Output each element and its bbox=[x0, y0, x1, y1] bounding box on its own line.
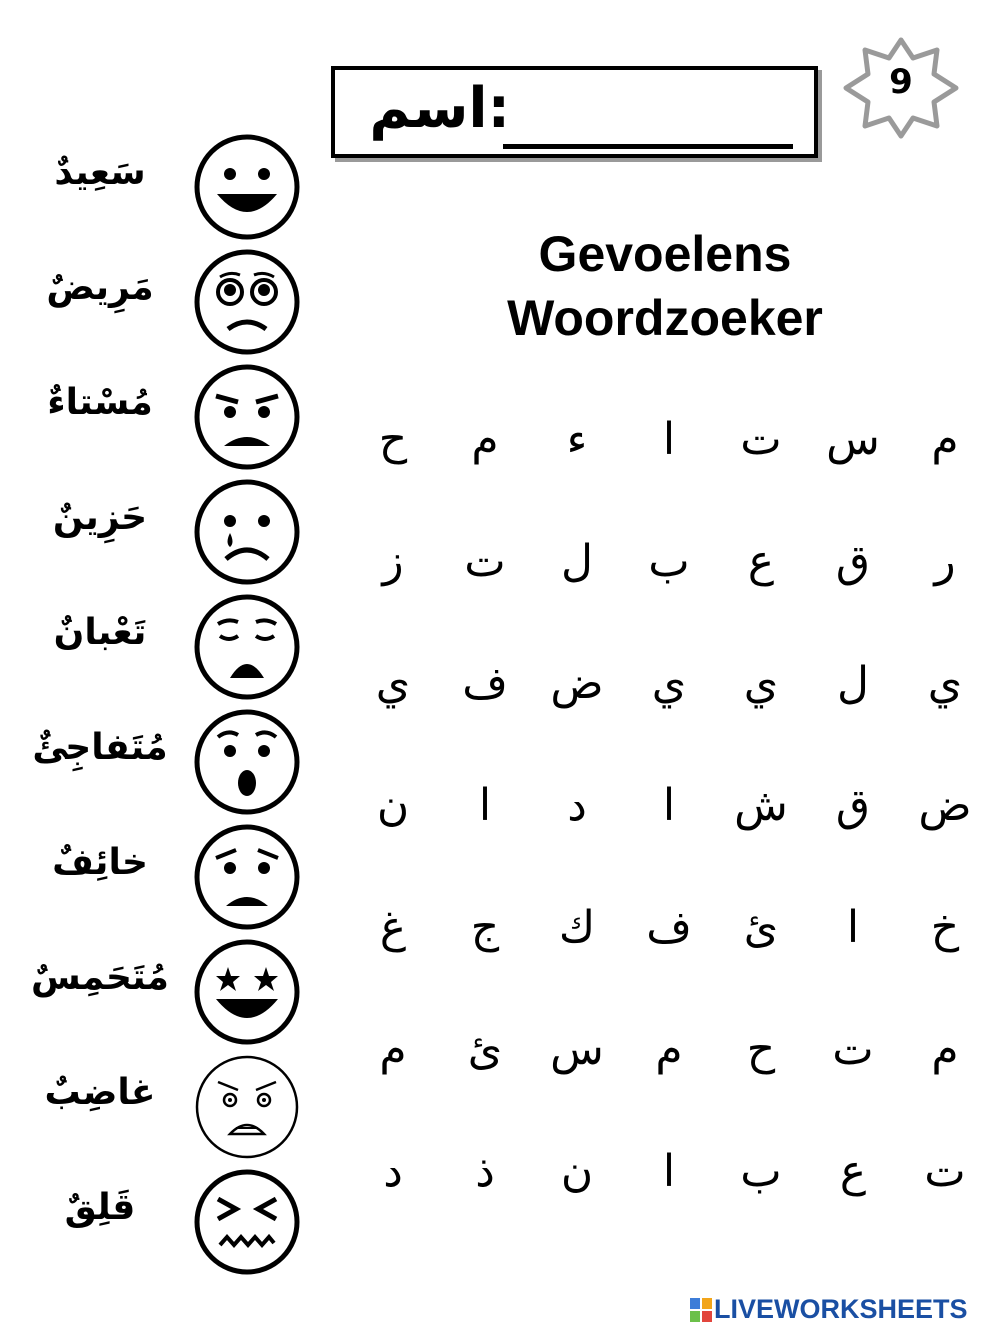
feeling-row-scared bbox=[0, 820, 330, 935]
grid-letter[interactable]: ئ bbox=[467, 1024, 503, 1075]
grid-letter[interactable]: ت bbox=[924, 1146, 966, 1197]
feeling-word: مُسْتاءٌ bbox=[47, 382, 153, 423]
grid-letter[interactable]: ح bbox=[378, 414, 408, 465]
grid-letter[interactable]: س bbox=[826, 414, 880, 465]
title-line-2: Woordzoeker bbox=[507, 290, 823, 346]
feeling-row-happy bbox=[0, 130, 330, 245]
grid-letter[interactable]: ع bbox=[747, 536, 775, 587]
feeling-row-sad bbox=[0, 475, 330, 590]
grid-letter[interactable]: ت bbox=[740, 414, 782, 465]
grid-letter[interactable]: ي bbox=[927, 658, 963, 709]
feeling-row-sick bbox=[0, 245, 330, 360]
feeling-word: قَلِقٌ bbox=[64, 1187, 136, 1228]
grid-letter[interactable]: ب bbox=[740, 1146, 782, 1197]
grid-letter[interactable]: ي bbox=[743, 658, 779, 709]
feeling-row-excited bbox=[0, 935, 330, 1050]
grid-letter[interactable]: ا bbox=[478, 780, 492, 831]
feeling-row-surprised bbox=[0, 705, 330, 820]
grid-letter[interactable]: م bbox=[655, 1024, 683, 1075]
grid-letter[interactable]: ن bbox=[376, 780, 410, 831]
footer-brand bbox=[690, 1294, 990, 1326]
grid-letter[interactable]: ج bbox=[470, 902, 500, 953]
footer-brand-text: LIVEWORKSHEETS bbox=[714, 1294, 968, 1324]
grid-letter[interactable]: ش bbox=[734, 780, 788, 831]
angry-face-icon bbox=[192, 1052, 302, 1162]
grid-letter[interactable]: ض bbox=[918, 780, 972, 831]
grid-letter[interactable]: ي bbox=[651, 658, 687, 709]
page-number: 9 bbox=[889, 62, 913, 102]
feeling-word: حَزِينٌ bbox=[52, 497, 148, 538]
sick-face-icon bbox=[192, 247, 302, 357]
grid-letter[interactable]: ب bbox=[648, 536, 690, 587]
worksheet-title bbox=[480, 222, 850, 350]
feeling-word: تَعْبانٌ bbox=[53, 612, 147, 653]
grid-letter[interactable]: ق bbox=[835, 780, 871, 831]
letter-grid bbox=[340, 395, 980, 1245]
grid-letter[interactable]: د bbox=[383, 1146, 403, 1197]
grid-letter[interactable]: م bbox=[379, 1024, 407, 1075]
grid-letter[interactable]: ا bbox=[662, 1146, 676, 1197]
feeling-word: خائِفٌ bbox=[52, 842, 148, 883]
feeling-row-upset bbox=[0, 360, 330, 475]
grid-letter[interactable]: ف bbox=[646, 902, 692, 953]
scared-face-icon bbox=[192, 822, 302, 932]
grid-letter[interactable]: ن bbox=[560, 1146, 594, 1197]
sad-face-icon bbox=[192, 477, 302, 587]
name-input-line[interactable] bbox=[503, 144, 793, 149]
grid-letter[interactable]: ر bbox=[934, 536, 956, 587]
grid-letter[interactable]: ذ bbox=[475, 1146, 495, 1197]
grid-letter[interactable]: م bbox=[931, 414, 959, 465]
title-line-1: Gevoelens bbox=[538, 226, 792, 282]
grid-letter[interactable]: ل bbox=[837, 658, 869, 709]
page-badge bbox=[842, 36, 960, 140]
name-box bbox=[331, 66, 818, 158]
grid-letter[interactable]: ا bbox=[846, 902, 860, 953]
feeling-row-worried bbox=[0, 1165, 330, 1280]
feeling-word: مَرِيضٌ bbox=[46, 267, 154, 308]
grid-letter[interactable]: ف bbox=[462, 658, 508, 709]
liveworksheets-logo-icon bbox=[690, 1298, 712, 1322]
worried-face-icon bbox=[192, 1167, 302, 1277]
feeling-word: مُتَفاجِئٌ bbox=[32, 727, 168, 768]
grid-letter[interactable]: د bbox=[567, 780, 587, 831]
happy-face-icon bbox=[192, 132, 302, 242]
grid-letter[interactable]: ئ bbox=[743, 902, 779, 953]
grid-letter[interactable]: ع bbox=[839, 1146, 867, 1197]
grid-letter[interactable]: ت bbox=[464, 536, 506, 587]
name-label: اسم: bbox=[369, 76, 510, 141]
upset-face-icon bbox=[192, 362, 302, 472]
feeling-row-tired bbox=[0, 590, 330, 705]
grid-letter[interactable]: ك bbox=[558, 902, 596, 953]
grid-letter[interactable]: خ bbox=[930, 902, 960, 953]
grid-letter[interactable]: ز bbox=[382, 536, 404, 587]
grid-letter[interactable]: ح bbox=[746, 1024, 776, 1075]
grid-letter[interactable]: ي bbox=[375, 658, 411, 709]
tired-face-icon bbox=[192, 592, 302, 702]
grid-letter[interactable]: ا bbox=[662, 414, 676, 465]
grid-letter[interactable]: س bbox=[550, 1024, 604, 1075]
grid-letter[interactable]: م bbox=[471, 414, 499, 465]
surprised-face-icon bbox=[192, 707, 302, 817]
feeling-word: سَعِيدٌ bbox=[54, 152, 146, 193]
grid-letter[interactable]: م bbox=[931, 1024, 959, 1075]
feeling-word: مُتَحَمِسٌ bbox=[31, 957, 169, 998]
grid-letter[interactable]: ل bbox=[561, 536, 593, 587]
grid-letter[interactable]: ت bbox=[832, 1024, 874, 1075]
grid-letter[interactable]: ء bbox=[566, 414, 588, 465]
feeling-word: غاضِبٌ bbox=[44, 1072, 156, 1113]
grid-letter[interactable]: ض bbox=[550, 658, 604, 709]
excited-face-icon bbox=[192, 937, 302, 1047]
grid-letter[interactable]: ا bbox=[662, 780, 676, 831]
grid-letter[interactable]: غ bbox=[379, 902, 407, 953]
grid-letter[interactable]: ق bbox=[835, 536, 871, 587]
feeling-row-angry bbox=[0, 1050, 330, 1165]
